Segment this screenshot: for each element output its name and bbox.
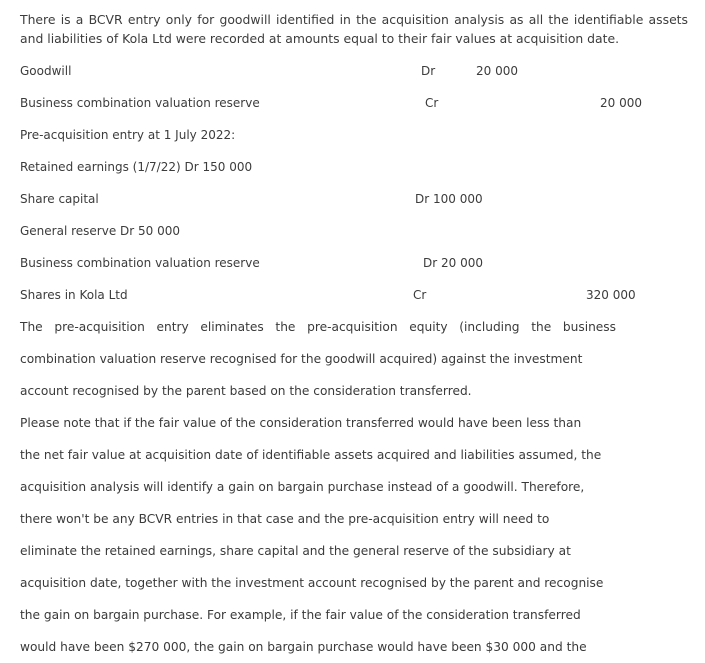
share-capital-account: Share capital: [20, 192, 99, 206]
note-line: would have been $270 000, the gain on bargain purchase would have been $30 000 and the: [20, 640, 587, 654]
retained-earnings-line: Retained earnings (1/7/22) Dr 150 000: [20, 160, 253, 174]
share-capital-amount: Dr 100 000: [415, 192, 483, 206]
bcvr-cr-amount: 20 000: [600, 96, 642, 110]
goodwill-account: Goodwill: [20, 64, 72, 78]
explanation-line: account recognised by the parent based on the consideration transferred.: [20, 384, 472, 398]
note-line: acquisition analysis will identify a gain on bargain purchase instead of a goodwill. Therefore,: [20, 480, 585, 494]
general-reserve-line: General reserve Dr 50 000: [20, 224, 181, 238]
note-line: eliminate the retained earnings, share capital and the general reserve of the subsidiary at: [20, 544, 571, 558]
bcvr-pre-acq-amount: Dr 20 000: [423, 256, 483, 270]
explanation-line: combination valuation reserve recognised for the goodwill acquired) against the investment: [20, 352, 583, 366]
intro-paragraph: There is a BCVR entry only for goodwill identified in the acquisition analysis as all the identifiable assets and liabilities of Kola Ltd were recorded at amounts equal to their fair values at acquisition date.: [20, 12, 688, 46]
bcvr-pre-acq-account: Business combination valuation reserve: [20, 256, 260, 270]
goodwill-dr-marker: Dr: [421, 64, 436, 78]
shares-cr-marker: Cr: [413, 288, 427, 302]
bcvr-account: Business combination valuation reserve: [20, 96, 260, 110]
note-line: the net fair value at acquisition date of identifiable assets acquired and liabilities assumed, the: [20, 448, 602, 462]
pre-acquisition-heading: Pre-acquisition entry at 1 July 2022:: [20, 128, 236, 142]
note-line: acquisition date, together with the investment account recognised by the parent and recognise: [20, 576, 604, 590]
bcvr-cr-marker: Cr: [425, 96, 439, 110]
shares-in-kola-account: Shares in Kola Ltd: [20, 288, 128, 302]
note-line: Please note that if the fair value of the consideration transferred would have been less than: [20, 416, 582, 430]
goodwill-dr-amount: 20 000: [476, 64, 518, 78]
note-line: the gain on bargain purchase. For example, if the fair value of the consideration transferred: [20, 608, 581, 622]
explanation-line: The pre-acquisition entry eliminates the pre-acquisition equity (including the business: [20, 320, 616, 334]
shares-cr-amount: 320 000: [586, 288, 636, 302]
note-line: there won't be any BCVR entries in that case and the pre-acquisition entry will need to: [20, 512, 550, 526]
